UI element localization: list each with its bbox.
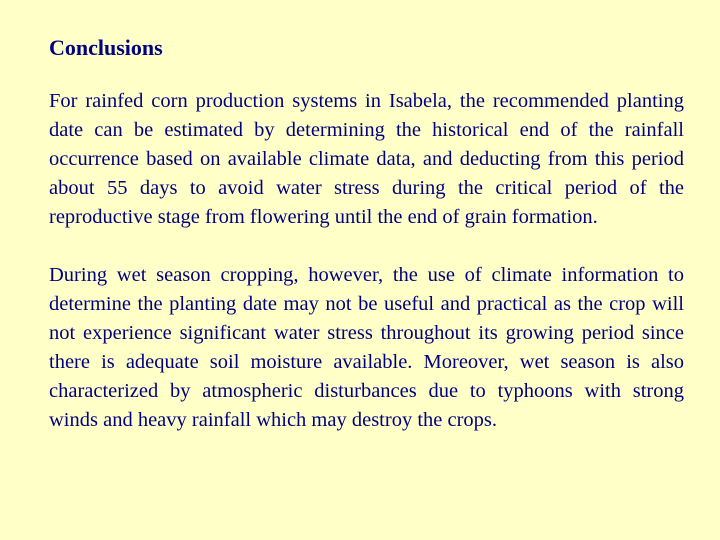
slide-title: Conclusions (49, 35, 163, 60)
paragraph-rainfed-corn: For rainfed corn production systems in Isabela, the recommended planting date can be estimated by determining the historical end of the rainfall occurrence based on available climate data, and deducting from this period about 55 days to avoid water stress during the critical period of the reproductive stage from flowering until the end of grain formation. (49, 90, 684, 228)
paragraph-wet-season: During wet season cropping, however, the use of climate information to determine the planting date may not be useful and practical as the crop will not experience significant water stress throughout its growing period since there is adequate soil moisture available. Moreover, wet season is also characterized by atmospheric disturbances due to typhoons with strong winds and heavy rainfall which may destroy the crops. (49, 264, 684, 431)
